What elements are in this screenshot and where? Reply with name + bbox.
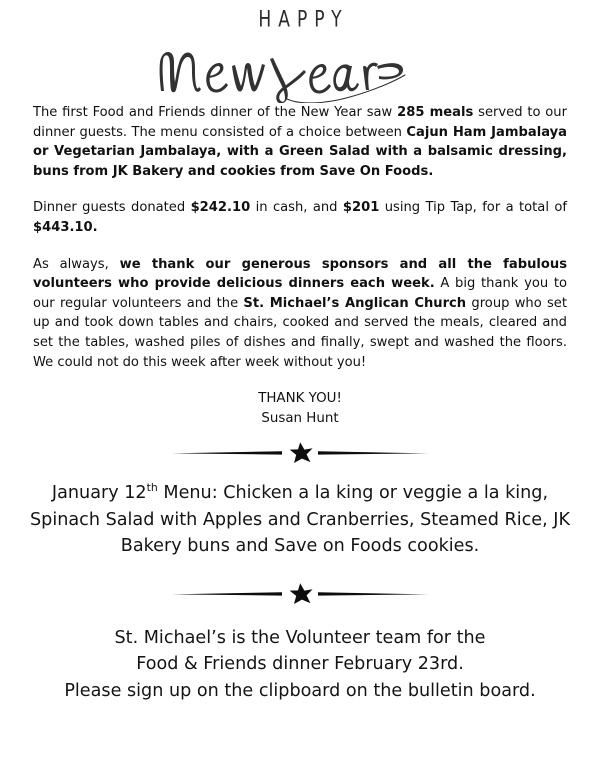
p2-bold-tiptap-amount: $201 xyxy=(342,200,380,216)
footer-line-1: St. Michael’s is the Volunteer team for the xyxy=(114,627,486,648)
divider-bottom xyxy=(170,581,430,607)
p3-seg3: group who set up and took down tables and chairs, cooked and served the meals, cleared and set the tables, washed piles of dishes and finally, swept and washed the floors. We could not do this week after week without you! xyxy=(33,295,567,370)
paragraph-donations xyxy=(33,198,567,237)
p2-seg2: in cash, and xyxy=(250,200,343,216)
newyear-script-icon xyxy=(150,37,450,103)
paragraph-dinner-recap xyxy=(33,103,567,181)
menu-line-1-rest: Menu: Chicken a la king or veggie a la king, xyxy=(157,483,549,504)
p2-seg1: Dinner guests donated xyxy=(33,200,191,216)
newsletter-header xyxy=(0,0,600,103)
p2-bold-cash-amount: $242.10 xyxy=(190,200,251,216)
p1-seg1: The first Food and Friends dinner of the New Year saw xyxy=(33,105,398,120)
footer-line-3: Please sign up on the clipboard on the bulletin board. xyxy=(64,680,536,701)
newsletter-body xyxy=(0,103,600,372)
menu-date-ordinal-suffix: th xyxy=(146,481,158,495)
menu-date: January 12 xyxy=(51,483,147,504)
footer-line-2: Food & Friends dinner February 23rd. xyxy=(136,654,464,675)
star-divider-icon xyxy=(170,440,430,466)
menu-announcement xyxy=(0,480,600,560)
p3-seg1: As always, xyxy=(33,256,120,272)
p2-seg3: using Tip Tap, for a total of xyxy=(379,200,567,216)
p2-bold-total-amount: $443.10. xyxy=(33,219,98,235)
header-newyear-script xyxy=(0,37,600,103)
signoff-block xyxy=(0,389,600,429)
author-name: Susan Hunt xyxy=(261,411,339,427)
p1-bold-menu: Cajun Ham Jambalaya or Vegetarian Jambalaya, with a Green Salad with a balsamic dressing, buns from JK Bakery and cookies from Save On Foods. xyxy=(33,124,567,179)
divider-top xyxy=(170,440,430,466)
menu-line-1 xyxy=(20,480,580,507)
menu-line-2: Spinach Salad with Apples and Cranberries, Steamed Rice, JK xyxy=(30,509,570,530)
paragraph-thanks-volunteers xyxy=(33,255,567,373)
star-divider-icon xyxy=(170,581,430,607)
p3-seg2: A big thank you to our regular volunteers and the xyxy=(33,276,567,311)
volunteer-signup-notice xyxy=(0,625,600,705)
p1-seg2: served to our dinner guests. The menu consisted of a choice between xyxy=(33,105,567,140)
header-happy-text: HAPPY xyxy=(258,6,349,33)
menu-line-3: Bakery buns and Save on Foods cookies. xyxy=(120,536,480,557)
p1-bold-meals: 285 meals xyxy=(397,105,474,120)
p3-bold-church: St. Michael’s Anglican Church xyxy=(243,295,467,311)
p3-bold-sponsors: we thank our generous sponsors and all the fabulous volunteers who provide delicious dinners each week. xyxy=(33,256,568,292)
thank-you-text: THANK YOU! xyxy=(258,391,342,407)
